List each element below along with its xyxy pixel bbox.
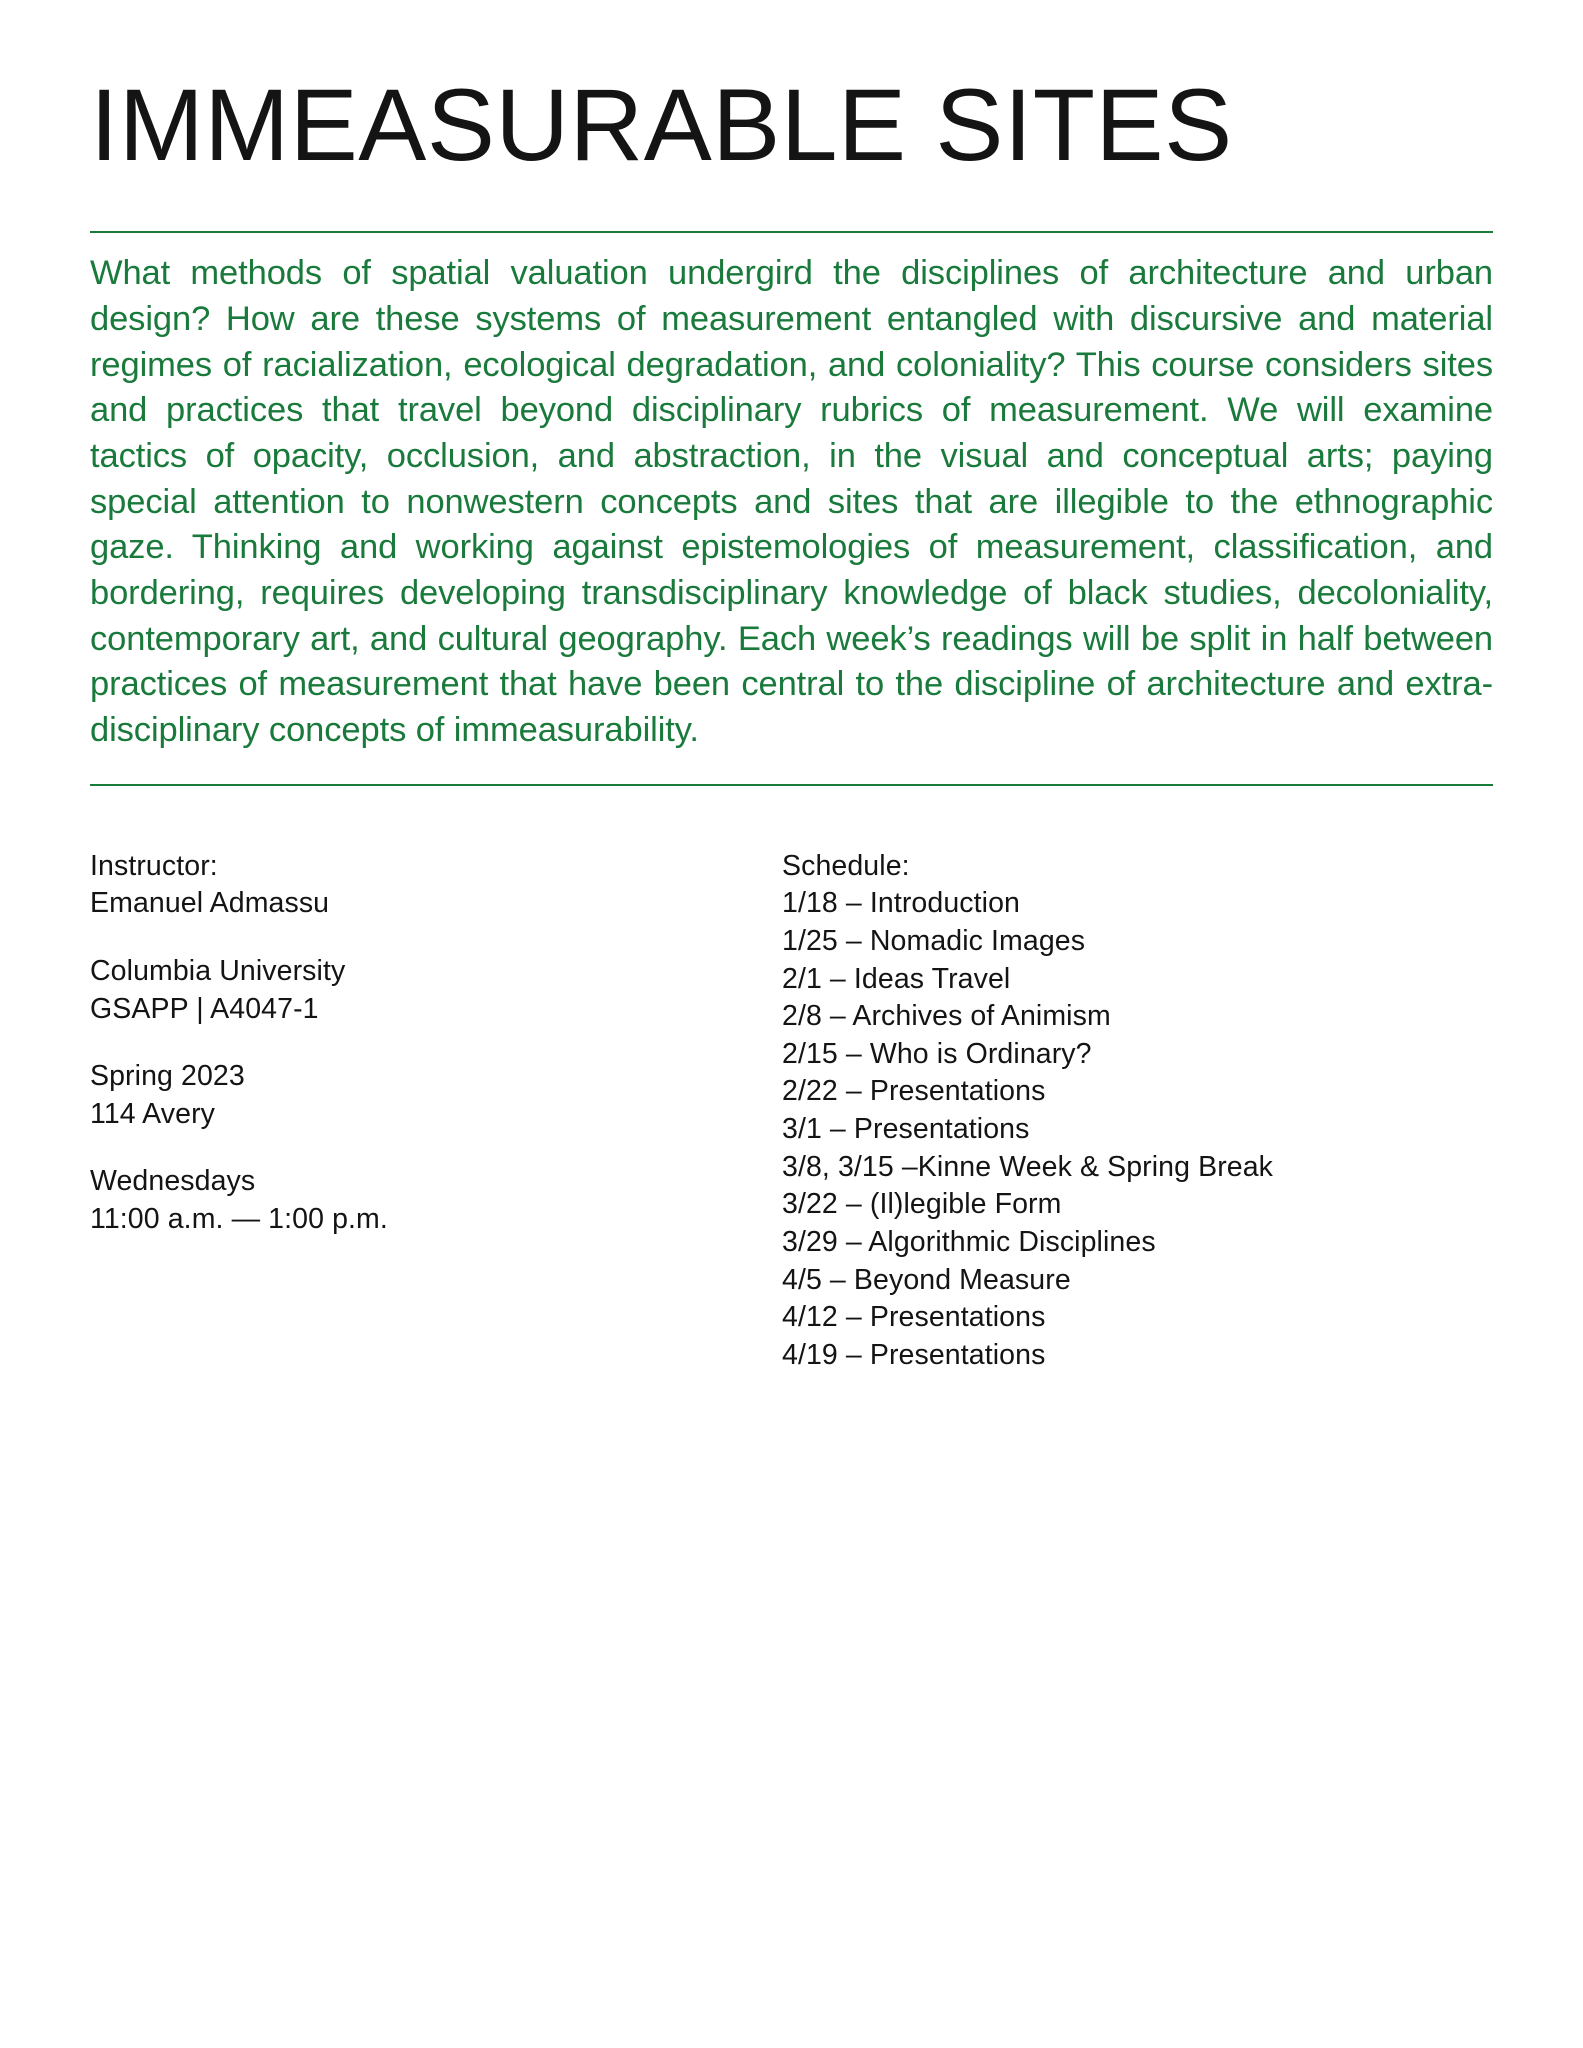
schedule-item: 4/19 – Presentations [782,1338,1046,1371]
schedule-item: 2/15 – Who is Ordinary? [782,1037,1092,1070]
course-info-column [90,848,730,1239]
schedule-item: 3/22 – (Il)legible Form [782,1188,1062,1221]
schedule-item: 1/25 – Nomadic Images [782,925,1086,958]
page-title: IMMEASURABLE SITES [90,68,1233,182]
schedule-label: Schedule: [782,849,910,882]
schedule-list [782,885,1493,1374]
instructor-label: Instructor: [90,849,218,882]
details-columns [90,848,1493,1375]
schedule-item: 2/1 – Ideas Travel [782,962,1011,995]
schedule-item: 3/1 – Presentations [782,1113,1030,1146]
divider-top [90,231,1493,233]
term-block [90,1058,730,1133]
meeting-time: 11:00 a.m. — 1:00 p.m. [90,1203,388,1236]
instructor-name: Emanuel Admassu [90,887,330,920]
meeting-time-block [90,1163,730,1238]
schedule-item: 2/22 – Presentations [782,1075,1046,1108]
schedule-item: 4/5 – Beyond Measure [782,1263,1071,1296]
room-label: 114 Avery [90,1097,216,1130]
schedule-column [730,848,1493,1375]
institution-block [90,953,730,1028]
meeting-day: Wednesdays [90,1165,256,1198]
term-label: Spring 2023 [90,1060,245,1093]
course-code: GSAPP | A4047-1 [90,992,319,1025]
divider-bottom [90,784,1493,786]
schedule-item: 1/18 – Introduction [782,887,1020,920]
schedule-item: 2/8 – Archives of Animism [782,1000,1111,1033]
schedule-item: 4/12 – Presentations [782,1301,1046,1334]
course-description: What methods of spatial valuation undergird the disciplines of architecture and urban design? How are these systems of measurement entangled with discursive and material regimes of racialization, ecological degradation, and coloniality? This course considers sites and practices that travel beyond disciplinary rubrics of measurement. We will examine tactics of opacity, occlusion, and abstraction, in the visual and conceptual arts; paying special attention to nonwestern concepts and sites that are illegible to the ethnographic gaze. Thinking and working against epistemologies of measurement, classification, and bordering, requires developing transdisciplinary knowledge of black studies, decoloniality, contemporary art, and cultural geography. Each week’s readings will be split in half between practices of measurement that have been central to the discipline of architecture and extra-disciplinary concepts of immeasurability. [90,254,1493,750]
schedule-item: 3/8, 3/15 –Kinne Week & Spring Break [782,1150,1274,1183]
instructor-block [90,848,730,923]
institution-name: Columbia University [90,955,346,988]
schedule-item: 3/29 – Algorithmic Disciplines [782,1225,1156,1258]
